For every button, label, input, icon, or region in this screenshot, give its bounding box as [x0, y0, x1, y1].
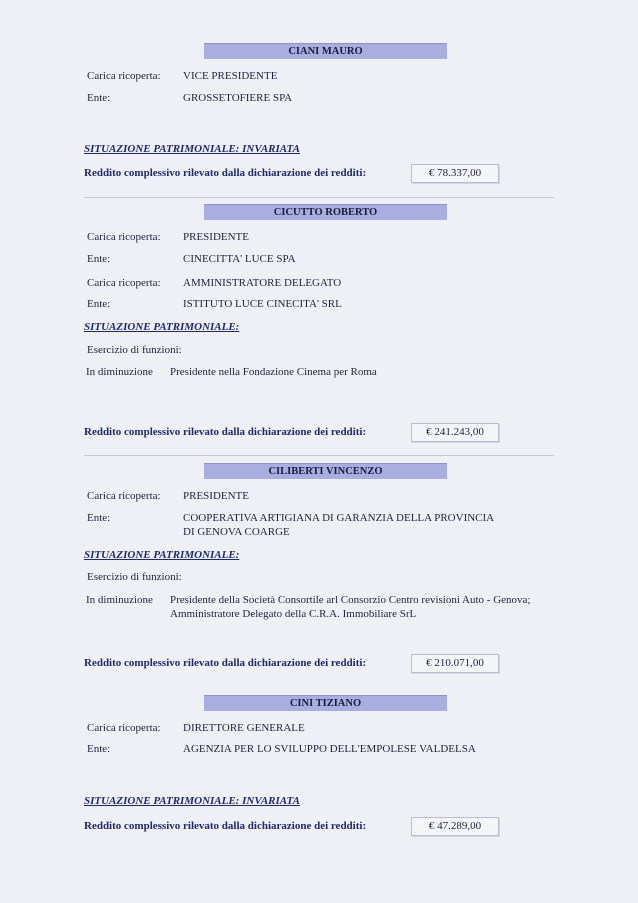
diminuzione-label: In diminuzione — [86, 594, 153, 606]
ente-value: GROSSETOFIERE SPA — [183, 92, 293, 104]
carica-value: AMMINISTRATORE DELEGATO — [183, 277, 342, 289]
reddito-amount: € 210.071,00 — [411, 654, 499, 673]
situazione-heading: SITUAZIONE PATRIMONIALE: — [84, 321, 240, 333]
diminuzione-label: In diminuzione — [86, 366, 153, 378]
situazione-heading: SITUAZIONE PATRIMONIALE: INVARIATA — [84, 143, 300, 155]
carica-value: DIRETTORE GENERALE — [183, 722, 305, 734]
reddito-label: Reddito complessivo rilevato dalla dichiarazione dei redditi: — [84, 657, 367, 669]
person-name-bar: CILIBERTI VINCENZO — [204, 463, 447, 479]
reddito-label: Reddito complessivo rilevato dalla dichiarazione dei redditi: — [84, 167, 367, 179]
esercizio-label: Esercizio di funzioni: — [87, 344, 182, 356]
situazione-heading: SITUAZIONE PATRIMONIALE: INVARIATA — [84, 795, 300, 807]
person-name-bar: CICUTTO ROBERTO — [204, 204, 447, 220]
reddito-amount: € 47.289,00 — [411, 817, 499, 836]
diminuzione-value: Presidente nella Fondazione Cinema per Roma — [170, 366, 377, 378]
situazione-heading: SITUAZIONE PATRIMONIALE: — [84, 549, 240, 561]
ente-value-line2: DI GENOVA COARGE — [183, 526, 290, 538]
section-divider — [84, 455, 554, 456]
ente-label: Ente: — [87, 92, 111, 104]
person-name-bar: CINI TIZIANO — [204, 695, 447, 711]
reddito-label: Reddito complessivo rilevato dalla dichiarazione dei redditi: — [84, 426, 367, 438]
reddito-amount: € 78.337,00 — [411, 164, 499, 183]
person-name-bar: CIANI MAURO — [204, 43, 447, 59]
carica-label: Carica ricoperta: — [87, 231, 161, 243]
diminuzione-value: Presidente della Società Consortile arl Consorzio Centro revisioni Auto - Genova; — [170, 594, 531, 606]
carica-value: PRESIDENTE — [183, 231, 249, 243]
ente-value: AGENZIA PER LO SVILUPPO DELL'EMPOLESE VALDELSA — [183, 743, 476, 755]
ente-value: COOPERATIVA ARTIGIANA DI GARANZIA DELLA PROVINCIA — [183, 512, 495, 524]
carica-value: VICE PRESIDENTE — [183, 70, 278, 82]
ente-label: Ente: — [87, 512, 111, 524]
carica-label: Carica ricoperta: — [87, 490, 161, 502]
ente-value: CINECITTA' LUCE SPA — [183, 253, 296, 265]
ente-label: Ente: — [87, 298, 111, 310]
carica-label: Carica ricoperta: — [87, 722, 161, 734]
carica-label: Carica ricoperta: — [87, 277, 161, 289]
reddito-label: Reddito complessivo rilevato dalla dichiarazione dei redditi: — [84, 820, 367, 832]
reddito-amount: € 241.243,00 — [411, 423, 499, 442]
ente-label: Ente: — [87, 743, 111, 755]
ente-value: ISTITUTO LUCE CINECITA' SRL — [183, 298, 342, 310]
section-divider — [84, 197, 554, 198]
diminuzione-value-line2: Amministratore Delegato della C.R.A. Immobiliare SrL — [170, 608, 417, 620]
carica-value: PRESIDENTE — [183, 490, 249, 502]
ente-label: Ente: — [87, 253, 111, 265]
esercizio-label: Esercizio di funzioni: — [87, 571, 182, 583]
carica-label: Carica ricoperta: — [87, 70, 161, 82]
